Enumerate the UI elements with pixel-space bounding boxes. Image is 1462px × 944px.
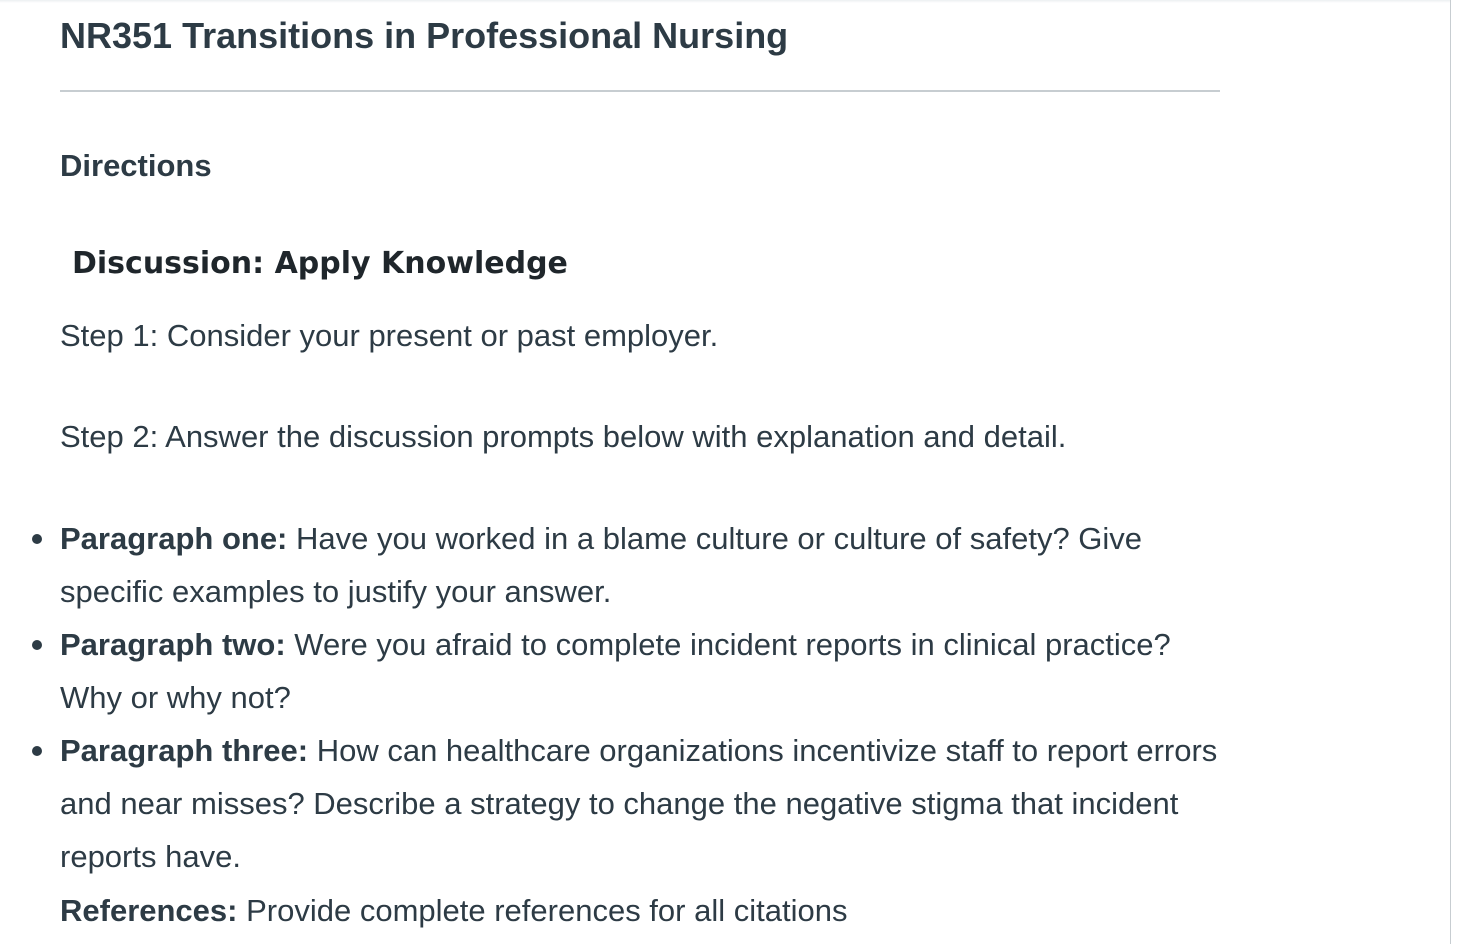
prompt-label: Paragraph two: [60,627,286,662]
prompt-label: Paragraph three: [60,733,309,768]
top-shadow [0,0,1450,3]
step-two-text: Step 2: Answer the discussion prompts below with explanation and detail. [60,419,1067,454]
references-text: Provide complete references for all citations [246,893,848,928]
prompt-item-paragraph-two [60,618,1230,724]
discussion-prompts-list [60,512,1230,883]
prompt-text: Have you worked in a blame culture or culture of safety? Give specific examples to justify your answer. [60,521,1143,609]
step-one-text: Step 1: Consider your present or past employer. [60,318,719,353]
title-divider [60,90,1220,92]
bullet-icon [32,746,42,756]
prompt-text: Were you afraid to complete incident reports in clinical practice? Why or why not? [60,627,1171,715]
prompt-item-paragraph-one [60,512,1230,618]
prompt-item-paragraph-three [60,724,1230,883]
scroll-area-border [1450,0,1451,944]
bullet-icon [32,640,42,650]
references-label: References: [60,893,238,928]
prompt-label: Paragraph one: [60,521,288,556]
bullet-icon [32,534,42,544]
discussion-heading: Discussion: Apply Knowledge [72,246,568,281]
page-title: NR351 Transitions in Professional Nursing [60,15,789,56]
directions-heading: Directions [60,148,212,183]
references-note [60,884,847,937]
prompt-text: How can healthcare organizations incentivize staff to report errors and near misses? Describe a strategy to change the negative stigma that incident reports have. [60,733,1218,874]
